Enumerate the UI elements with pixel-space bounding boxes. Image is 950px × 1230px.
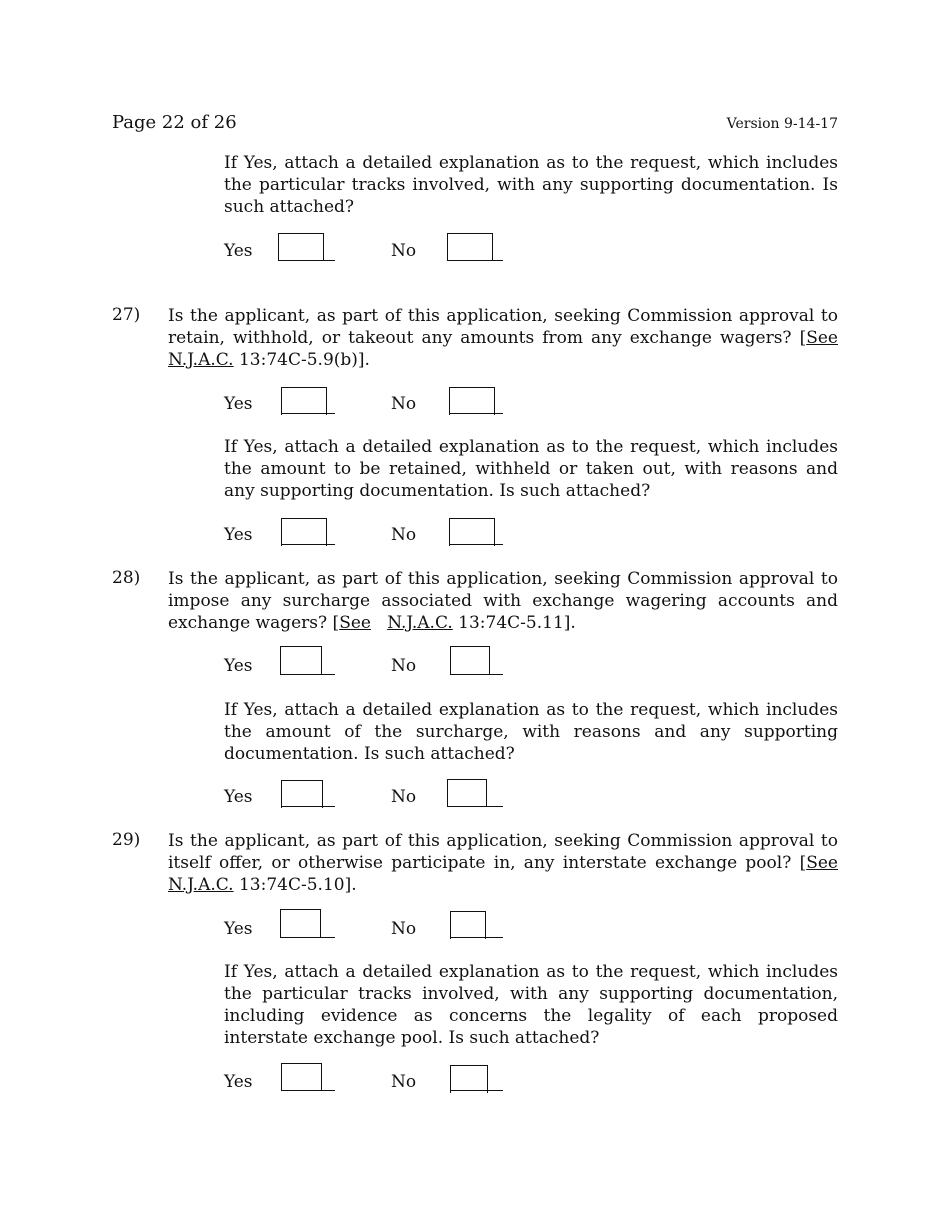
q27-number: 27)	[112, 305, 141, 325]
q27-yes-underline	[281, 413, 335, 414]
q27-no-label: No	[391, 394, 417, 414]
q29-number: 29)	[112, 830, 141, 850]
q29-followup-text: If Yes, attach a detailed explanation as to the request, which includes the particular tracks involved, with any supporting documentation, including evidence as concerns the legality of each proposed interstate exchange pool. Is such attached?	[224, 962, 838, 1048]
q28-followup-no-underline	[447, 806, 503, 807]
q27-followup-no-underline	[449, 544, 503, 545]
q29-followup-no-label: No	[391, 1072, 417, 1092]
q26-followup-no-label: No	[391, 241, 417, 261]
q28-followup-no-label: No	[391, 787, 417, 807]
q28-no-label: No	[391, 656, 417, 676]
q29-followup-no-underline	[450, 1090, 503, 1091]
q27-followup-no-checkbox[interactable]	[449, 518, 495, 546]
q28-followup-no-checkbox[interactable]	[447, 779, 487, 807]
q28-text: Is the applicant, as part of this application, seeking Commission approval to impose any surcharge associated with exchange wagering accounts and exchange wagers? [See N.J.A.C. 13:74C-5.11].	[168, 569, 838, 633]
q27-no-underline	[449, 413, 503, 414]
q29-yes-checkbox[interactable]	[280, 909, 321, 937]
q27-yes-checkbox[interactable]	[281, 387, 327, 415]
q28-followup-text: If Yes, attach a detailed explanation as to the request, which includes the amount of the surcharge, with reasons and any supporting documentation. Is such attached?	[224, 700, 838, 764]
q28-followup-yes-label: Yes	[224, 787, 253, 807]
q27-followup-yes-label: Yes	[224, 525, 253, 545]
q27-followup-no-label: No	[391, 525, 417, 545]
q29-no-checkbox[interactable]	[450, 911, 486, 939]
q27-followup-yes-underline	[281, 544, 335, 545]
q26-followup-yes-checkbox[interactable]	[278, 233, 324, 261]
page-number: Page 22 of 26	[112, 112, 237, 133]
q28-no-checkbox[interactable]	[450, 646, 490, 674]
q26-followup-no-checkbox[interactable]	[447, 233, 493, 261]
q27-followup-yes-checkbox[interactable]	[281, 518, 327, 546]
q26-followup-no-underline	[447, 260, 503, 261]
q29-no-label: No	[391, 919, 417, 939]
q28-yes-underline	[280, 674, 335, 675]
q27-yes-label: Yes	[224, 394, 253, 414]
q29-followup-no-checkbox[interactable]	[450, 1065, 488, 1093]
q29-followup-yes-underline	[281, 1090, 335, 1091]
q26-followup-yes-label: Yes	[224, 241, 253, 261]
q29-text: Is the applicant, as part of this application, seeking Commission approval to itself offer, or otherwise participate in, any interstate exchange pool? [See N.J.A.C. 13:74C-5.10].	[168, 831, 838, 895]
q28-followup-yes-underline	[281, 806, 335, 807]
q27-no-checkbox[interactable]	[449, 387, 495, 415]
q28-no-underline	[450, 674, 503, 675]
q28-number: 28)	[112, 568, 141, 588]
q29-yes-label: Yes	[224, 919, 253, 939]
q29-yes-underline	[280, 937, 335, 938]
q28-yes-label: Yes	[224, 656, 253, 676]
q26-followup-yes-underline	[278, 260, 335, 261]
q27-text: Is the applicant, as part of this application, seeking Commission approval to retain, withhold, or takeout any amounts from any exchange wagers? [See N.J.A.C. 13:74C-5.9(b)].	[168, 306, 838, 370]
q29-followup-yes-label: Yes	[224, 1072, 253, 1092]
q28-yes-checkbox[interactable]	[280, 646, 322, 674]
q29-no-underline	[450, 937, 503, 938]
q28-followup-yes-checkbox[interactable]	[281, 780, 323, 808]
q29-followup-yes-checkbox[interactable]	[281, 1063, 322, 1091]
q26-followup-text: If Yes, attach a detailed explanation as to the request, which includes the particular tracks involved, with any supporting documentation. Is such attached?	[224, 153, 838, 217]
q27-followup-text: If Yes, attach a detailed explanation as to the request, which includes the amount to be retained, withheld or taken out, with reasons and any supporting documentation. Is such attached?	[224, 437, 838, 501]
version-label: Version 9-14-17	[726, 116, 838, 132]
